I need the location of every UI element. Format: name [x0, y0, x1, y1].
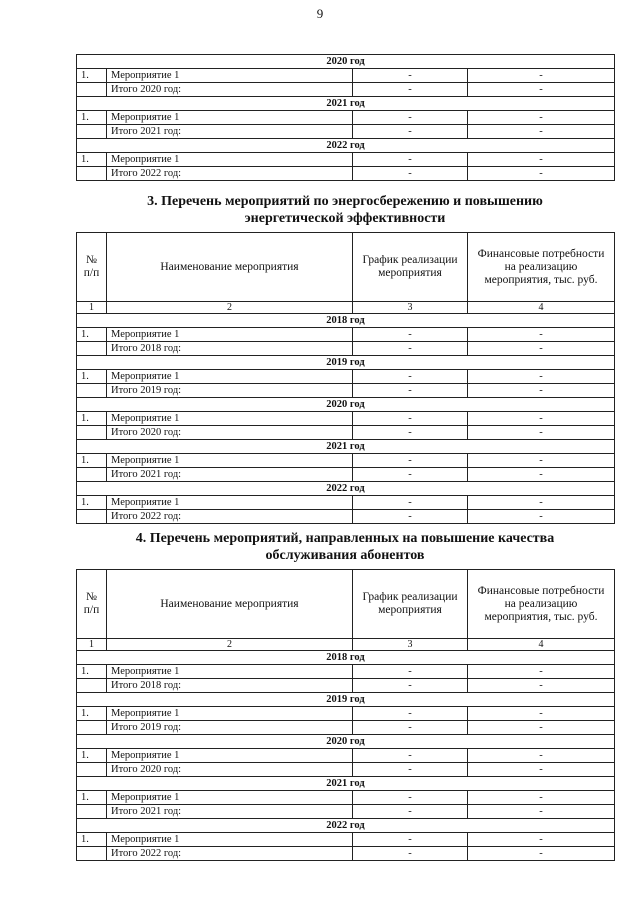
year-label: 2021 год [77, 97, 615, 111]
empty-cell [77, 384, 107, 398]
total-row [77, 426, 615, 440]
finance-value: - [468, 328, 615, 342]
table-header [77, 233, 615, 302]
finance-total: - [468, 510, 615, 524]
year-label: 2019 год [77, 693, 615, 707]
schedule-total: - [353, 384, 468, 398]
table-row [77, 111, 615, 125]
total-row [77, 805, 615, 819]
table-row [77, 665, 615, 679]
item-name: Мероприятие 1 [107, 833, 353, 847]
total-label: Итого 2019 год: [107, 721, 353, 735]
item-number: 1. [77, 153, 107, 167]
year-row [77, 777, 615, 791]
finance-total: - [468, 83, 615, 97]
year-label: 2022 год [77, 482, 615, 496]
empty-cell [77, 510, 107, 524]
empty-cell [77, 83, 107, 97]
finance-total: - [468, 125, 615, 139]
year-row [77, 398, 615, 412]
schedule-value: - [353, 833, 468, 847]
table-row [77, 69, 615, 83]
item-name: Мероприятие 1 [107, 665, 353, 679]
schedule-value: - [353, 454, 468, 468]
schedule-total: - [353, 763, 468, 777]
index-cell: 2 [107, 639, 353, 651]
total-label: Итого 2019 год: [107, 384, 353, 398]
table-row [77, 454, 615, 468]
item-name: Мероприятие 1 [107, 328, 353, 342]
schedule-value: - [353, 69, 468, 83]
item-number: 1. [77, 791, 107, 805]
total-label: Итого 2022 год: [107, 167, 353, 181]
header-number: № п/п [77, 570, 107, 639]
year-label: 2020 год [77, 398, 615, 412]
year-row [77, 55, 615, 69]
item-number: 1. [77, 370, 107, 384]
year-label: 2018 год [77, 314, 615, 328]
year-label: 2019 год [77, 356, 615, 370]
empty-cell [77, 468, 107, 482]
empty-cell [77, 426, 107, 440]
finance-total: - [468, 721, 615, 735]
year-row [77, 651, 615, 665]
section-3-title [76, 193, 614, 227]
total-label: Итого 2018 год: [107, 679, 353, 693]
schedule-total: - [353, 83, 468, 97]
year-label: 2020 год [77, 55, 615, 69]
schedule-total: - [353, 342, 468, 356]
finance-value: - [468, 496, 615, 510]
item-number: 1. [77, 665, 107, 679]
item-name: Мероприятие 1 [107, 791, 353, 805]
item-name: Мероприятие 1 [107, 153, 353, 167]
schedule-total: - [353, 721, 468, 735]
item-number: 1. [77, 69, 107, 83]
item-name: Мероприятие 1 [107, 370, 353, 384]
year-label: 2021 год [77, 440, 615, 454]
index-cell: 1 [77, 639, 107, 651]
total-label: Итого 2020 год: [107, 83, 353, 97]
header-finance: Финансовые потребности на реализацию мероприятия, тыс. руб. [468, 570, 615, 639]
year-row [77, 356, 615, 370]
schedule-total: - [353, 426, 468, 440]
finance-total: - [468, 342, 615, 356]
finance-value: - [468, 665, 615, 679]
total-row [77, 763, 615, 777]
page-number: 9 [316, 6, 324, 21]
item-name: Мероприятие 1 [107, 412, 353, 426]
table-row [77, 496, 615, 510]
total-row [77, 83, 615, 97]
total-label: Итого 2021 год: [107, 125, 353, 139]
total-row [77, 721, 615, 735]
index-cell: 2 [107, 302, 353, 314]
item-name: Мероприятие 1 [107, 454, 353, 468]
table-row [77, 412, 615, 426]
index-cell: 3 [353, 302, 468, 314]
finance-value: - [468, 707, 615, 721]
schedule-value: - [353, 111, 468, 125]
finance-value: - [468, 111, 615, 125]
finance-value: - [468, 69, 615, 83]
header-schedule: График реализации мероприятия [353, 570, 468, 639]
item-number: 1. [77, 749, 107, 763]
header-schedule: График реализации мероприятия [353, 233, 468, 302]
total-row [77, 384, 615, 398]
item-name: Мероприятие 1 [107, 69, 353, 83]
table-row [77, 370, 615, 384]
section-3-title-line1: 3. Перечень мероприятий по энергосбережению и повышению [147, 194, 543, 209]
header-finance: Финансовые потребности на реализацию мероприятия, тыс. руб. [468, 233, 615, 302]
table-row [77, 328, 615, 342]
index-cell: 4 [468, 639, 615, 651]
table-header [77, 570, 615, 639]
header-name: Наименование мероприятия [107, 233, 353, 302]
index-cell: 1 [77, 302, 107, 314]
year-row [77, 440, 615, 454]
year-row [77, 139, 615, 153]
year-row [77, 735, 615, 749]
year-label: 2018 год [77, 651, 615, 665]
empty-cell [77, 167, 107, 181]
index-row [77, 639, 615, 651]
item-name: Мероприятие 1 [107, 496, 353, 510]
header-number: № п/п [77, 233, 107, 302]
year-label: 2020 год [77, 735, 615, 749]
item-number: 1. [77, 412, 107, 426]
schedule-value: - [353, 328, 468, 342]
year-label: 2021 год [77, 777, 615, 791]
finance-value: - [468, 833, 615, 847]
total-row [77, 342, 615, 356]
table-row [77, 153, 615, 167]
total-row [77, 125, 615, 139]
item-name: Мероприятие 1 [107, 111, 353, 125]
table-row [77, 707, 615, 721]
table-row [77, 833, 615, 847]
index-cell: 4 [468, 302, 615, 314]
total-label: Итого 2022 год: [107, 510, 353, 524]
schedule-value: - [353, 749, 468, 763]
item-name: Мероприятие 1 [107, 749, 353, 763]
total-label: Итого 2021 год: [107, 468, 353, 482]
schedule-total: - [353, 167, 468, 181]
table-row [77, 749, 615, 763]
year-label: 2022 год [77, 139, 615, 153]
finance-total: - [468, 384, 615, 398]
finance-total: - [468, 679, 615, 693]
total-row [77, 847, 615, 861]
total-label: Итого 2020 год: [107, 763, 353, 777]
section-4-title-line2: обслуживания абонентов [265, 548, 425, 563]
empty-cell [77, 847, 107, 861]
section-4-table [76, 569, 615, 861]
finance-value: - [468, 370, 615, 384]
empty-cell [77, 342, 107, 356]
schedule-value: - [353, 412, 468, 426]
schedule-value: - [353, 707, 468, 721]
schedule-value: - [353, 665, 468, 679]
total-label: Итого 2022 год: [107, 847, 353, 861]
year-row [77, 314, 615, 328]
top-table [76, 54, 615, 181]
item-number: 1. [77, 496, 107, 510]
schedule-total: - [353, 510, 468, 524]
year-row [77, 97, 615, 111]
table-row [77, 791, 615, 805]
finance-value: - [468, 153, 615, 167]
total-row [77, 167, 615, 181]
section-3-title-line2: энергетической эффективности [244, 211, 446, 226]
empty-cell [77, 805, 107, 819]
finance-total: - [468, 167, 615, 181]
finance-total: - [468, 468, 615, 482]
year-row [77, 693, 615, 707]
schedule-value: - [353, 370, 468, 384]
empty-cell [77, 125, 107, 139]
finance-total: - [468, 763, 615, 777]
item-name: Мероприятие 1 [107, 707, 353, 721]
finance-value: - [468, 454, 615, 468]
empty-cell [77, 721, 107, 735]
finance-total: - [468, 847, 615, 861]
schedule-total: - [353, 805, 468, 819]
total-label: Итого 2021 год: [107, 805, 353, 819]
item-number: 1. [77, 833, 107, 847]
schedule-total: - [353, 468, 468, 482]
total-row [77, 679, 615, 693]
empty-cell [77, 763, 107, 777]
index-row [77, 302, 615, 314]
finance-value: - [468, 749, 615, 763]
finance-value: - [468, 791, 615, 805]
schedule-total: - [353, 847, 468, 861]
finance-total: - [468, 426, 615, 440]
item-number: 1. [77, 454, 107, 468]
item-number: 1. [77, 111, 107, 125]
schedule-value: - [353, 153, 468, 167]
schedule-value: - [353, 791, 468, 805]
section-3-table [76, 232, 615, 524]
finance-value: - [468, 412, 615, 426]
section-4-title [76, 530, 614, 564]
schedule-total: - [353, 679, 468, 693]
item-number: 1. [77, 328, 107, 342]
total-label: Итого 2018 год: [107, 342, 353, 356]
total-label: Итого 2020 год: [107, 426, 353, 440]
total-row [77, 510, 615, 524]
finance-total: - [468, 805, 615, 819]
year-row [77, 819, 615, 833]
year-row [77, 482, 615, 496]
index-cell: 3 [353, 639, 468, 651]
schedule-total: - [353, 125, 468, 139]
section-4-title-line1: 4. Перечень мероприятий, направленных на повышение качества [135, 531, 555, 546]
header-name: Наименование мероприятия [107, 570, 353, 639]
year-label: 2022 год [77, 819, 615, 833]
item-number: 1. [77, 707, 107, 721]
schedule-value: - [353, 496, 468, 510]
total-row [77, 468, 615, 482]
empty-cell [77, 679, 107, 693]
